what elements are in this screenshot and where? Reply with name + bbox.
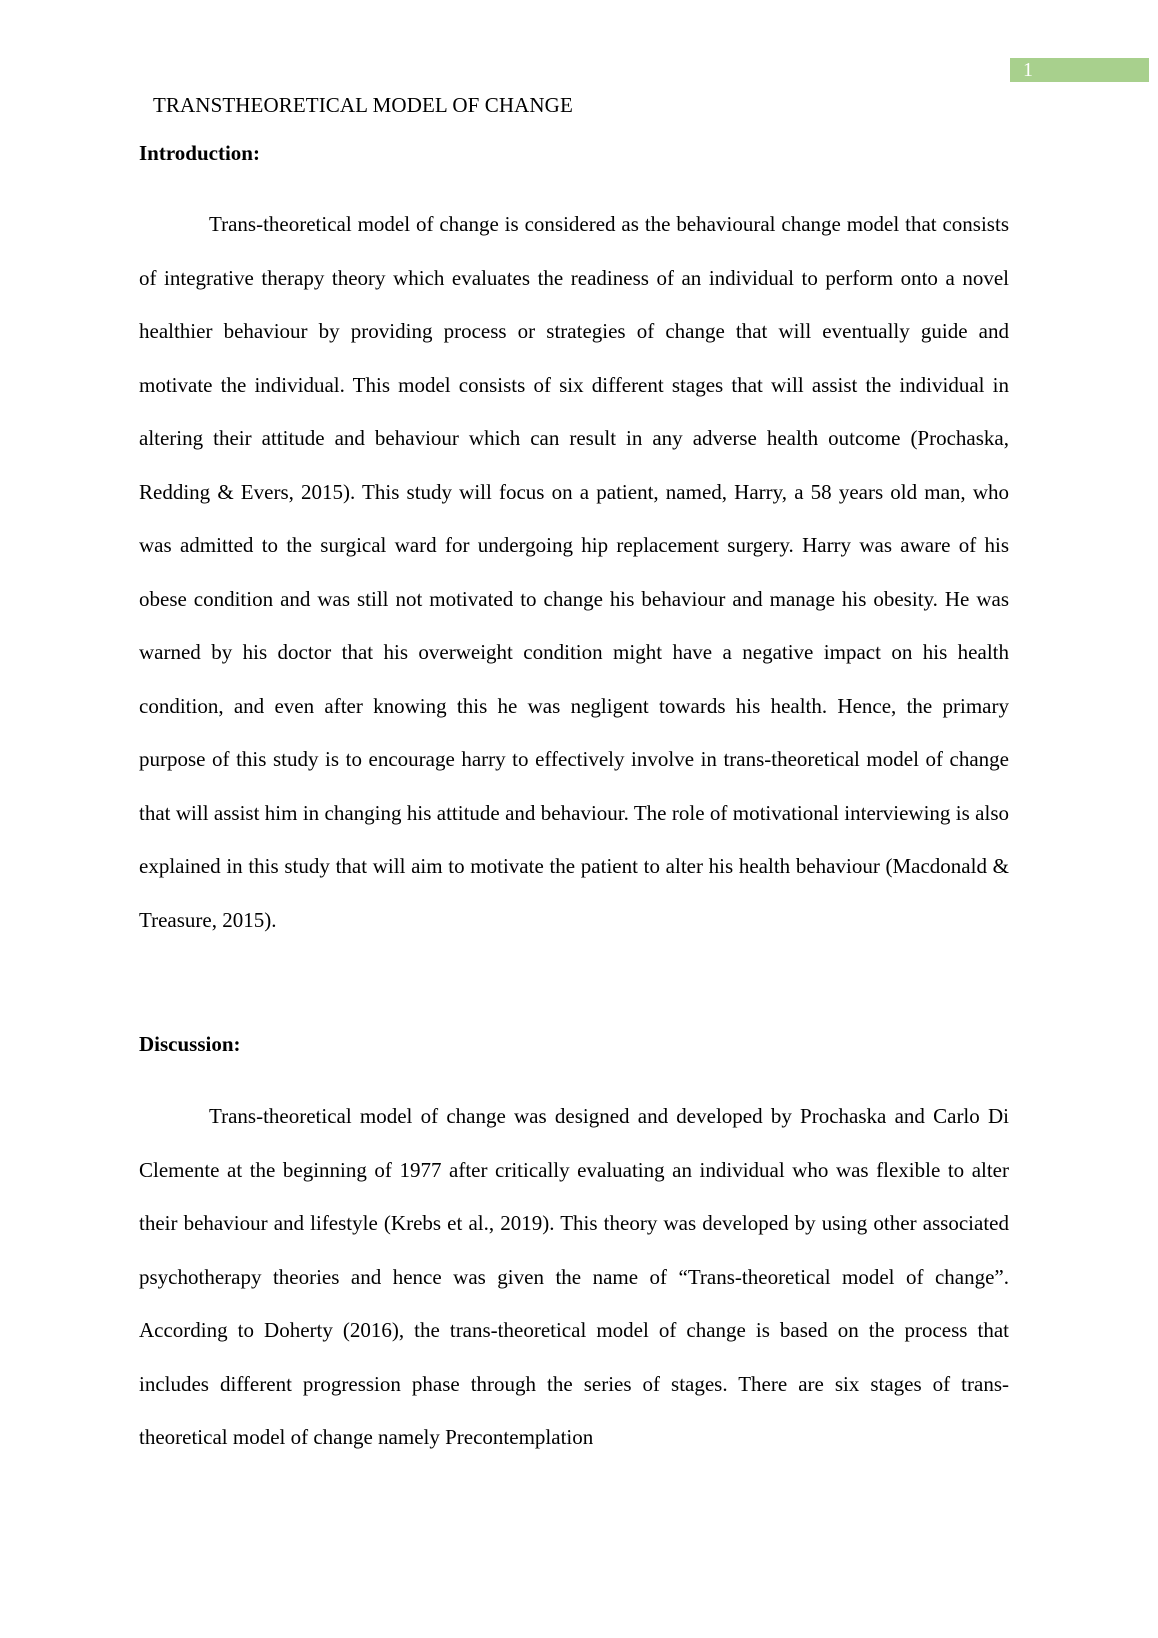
discussion-heading: Discussion: xyxy=(139,1032,241,1056)
introduction-heading: Introduction: xyxy=(139,141,260,165)
page-number: 1 xyxy=(1023,59,1033,81)
running-head: TRANSTHEORETICAL MODEL OF CHANGE xyxy=(153,93,573,117)
discussion-paragraph: Trans-theoretical model of change was designed and developed by Prochaska and Carlo Di Clemente at the beginning of 1977 after critically evaluating an individual who was flexible to alter their behaviour and lifestyle (Krebs et al., 2019). This theory was developed by using other associated psychotherapy theories and hence was given the name of “Trans-theoretical model of change”. According to Doherty (2016), the trans-theoretical model of change is based on the process that includes different progression phase through the series of stages. There are six stages of trans-theoretical model of change namely Precontemplation xyxy=(139,1104,1009,1449)
introduction-paragraph: Trans-theoretical model of change is considered as the behavioural change model that consists of integrative therapy theory which evaluates the readiness of an individual to perform onto a novel healthier behaviour by providing process or strategies of change that will eventually guide and motivate the individual. This model consists of six different stages that will assist the individual in altering their attitude and behaviour which can result in any adverse health outcome (Prochaska, Redding & Evers, 2015). This study will focus on a patient, named, Harry, a 58 years old man, who was admitted to the surgical ward for undergoing hip replacement surgery. Harry was aware of his obese condition and was still not motivated to change his behaviour and manage his obesity. He was warned by his doctor that his overweight condition might have a negative impact on his health condition, and even after knowing this he was negligent towards his health. Hence, the primary purpose of this study is to encourage harry to effectively involve in trans-theoretical model of change that will assist him in changing his attitude and behaviour. The role of motivational interviewing is also explained in this study that will aim to motivate the patient to alter his health behaviour (Macdonald & Treasure, 2015). xyxy=(139,212,1009,932)
